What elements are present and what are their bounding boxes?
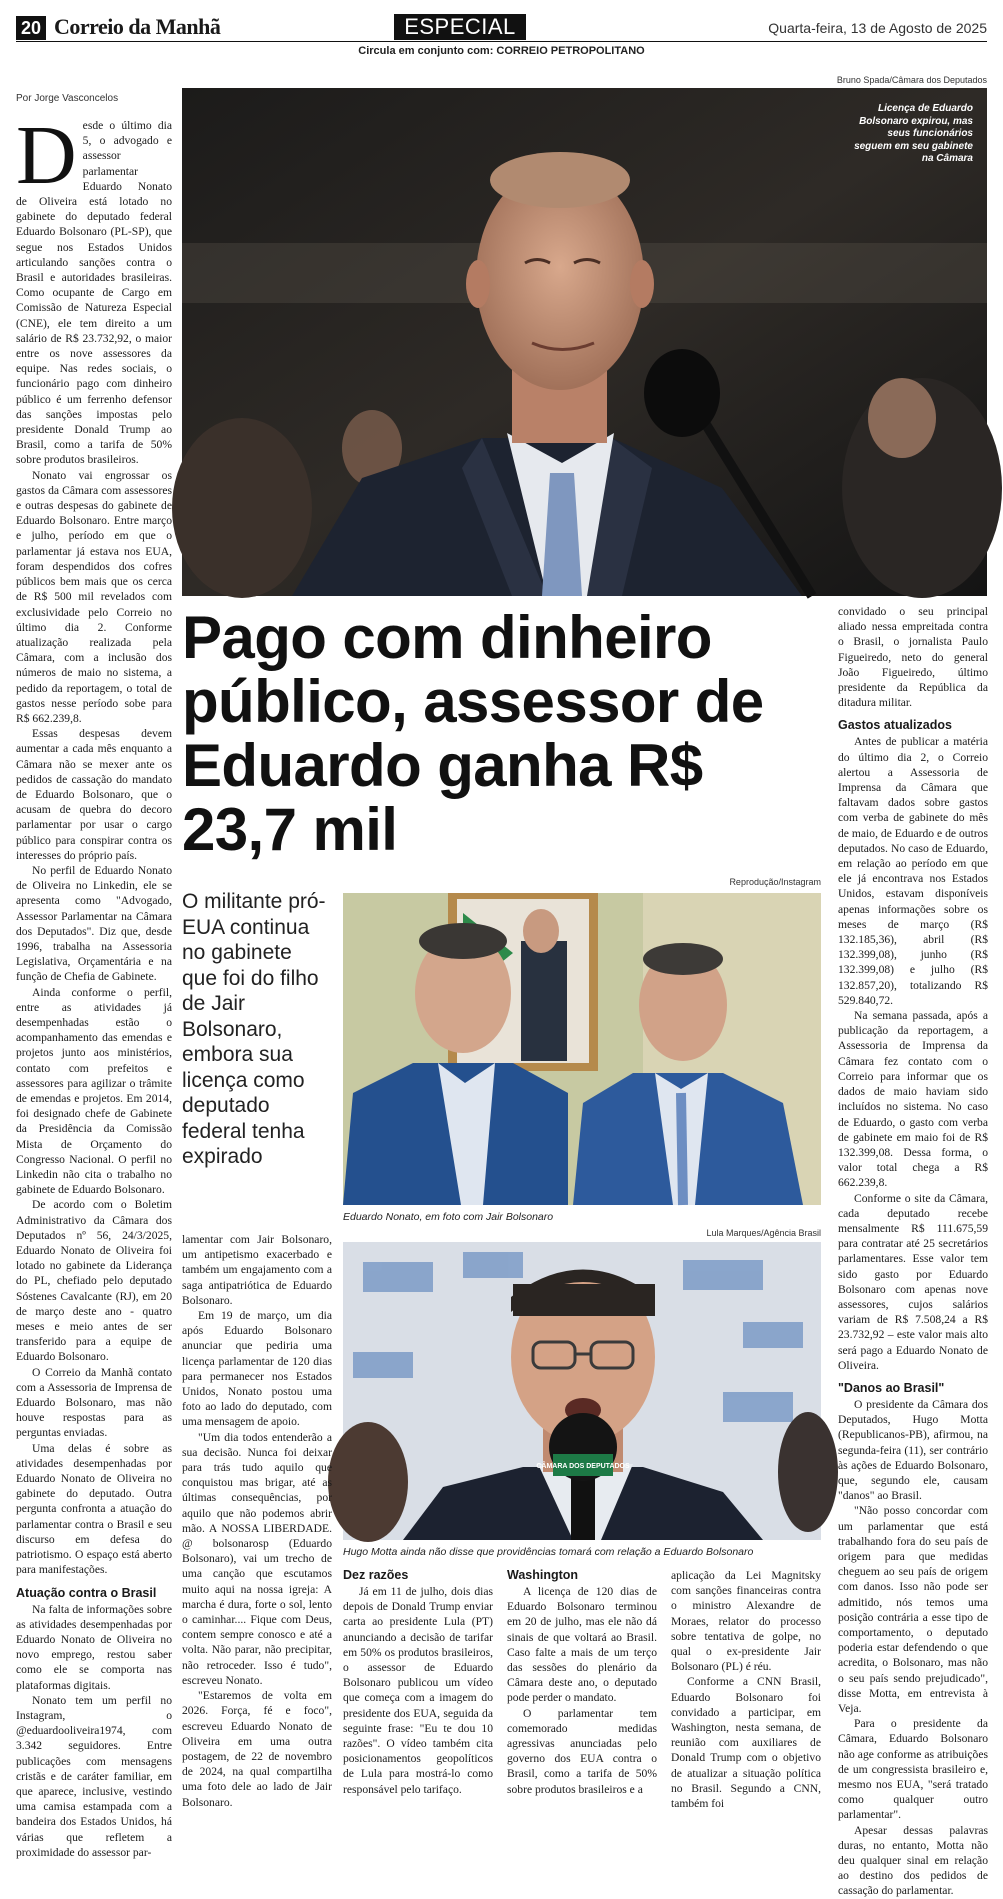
mid1-paragraph: lamentar com Jair Bolsonaro, um antipetismo exacerbado e também um engajamento com a saga antipatriótica de Eduardo Bolsonaro. bbox=[182, 1233, 332, 1307]
photo-main-credit: Bruno Spada/Câmara dos Deputados bbox=[836, 75, 987, 85]
right-paragraph: "Não posso concordar com um parlamentar que está trabalhando fora do seu país de origem para que medidas cheguem ao seu país de origem com danos. Isso não pode ser admitido, nós temos uma posição contrária a esse tipo de comportamento, o deputado poderia estar defendendo o que acredita, o Bolsonaro, mas não o seu país sendo prejudicado", disse Motta, em entrevista à Veja. bbox=[838, 1504, 988, 1716]
dropcap: D bbox=[16, 109, 77, 202]
mic-label: CÂMARA DOS DEPUTADOS bbox=[536, 1463, 630, 1470]
col1-paragraph: Nonato tem um perfil no Instagram, o @eduardooliveira1974, com 3.342 seguidores. Entre publicações com mensagens cristãs e de caráter familiar, em que aparece, inclusive, vestindo uma camisa estampada com a bandeira dos Estados Unidos, há várias que refletem a proximidade do assessor par- bbox=[16, 1693, 172, 1859]
col1-paragraph: No perfil de Eduardo Nonato de Oliveira no Linkedin, ele se apresenta como "Advogado, Assessor Parlamentar na Câmara dos Deputados". Diz que, desde 1996, trabalha na Assessoria Legislativa, Orçamentária e na função de Chefia de Gabinete. bbox=[16, 863, 172, 984]
photo-2-credit: Reprodução/Instagram bbox=[729, 877, 821, 887]
col1-paragraph: Ainda conforme o perfil, entre as atividades já desempenhadas estão o acompanhamento das emendas e projetos junto aos ministérios, contato com prefeitos e assessores para agilizar o trâmite de emendas e projetos. Em 2014, foi designado chefe de Gabinete da Presidência da Comissão Mista de Orçamento do Congresso Nacional. O perfil no Linkedin não cita o trabalho no gabinete de Eduardo Bolsonaro. bbox=[16, 985, 172, 1197]
right-paragraph: convidado o seu principal aliado nessa empreitada contra o Brasil, o jornalista Paulo Figueiredo, neto do general João Figueiredo, último presidente da República da ditadura militar. bbox=[838, 605, 988, 710]
right-paragraph: Antes de publicar a matéria do último dia 2, o Correio alertou a Assessoria de Imprensa da Câmara que faltavam dados sobre gastos com verba de gabinete do mês de maio, de Eduardo e de outros deputados. No caso de Eduardo, em relação ao período em que ele já encontrava nos Estados Unidos, estavam disponíveis apenas informações sobre os meses de março (R$ 132.185,36), abril (R$ 132.399,08), junho (R$ 132.399,08) e julho (R$ 132.857,20), totalizando R$ 529.840,72. bbox=[838, 735, 988, 1007]
mid1-paragraph: "Um dia todos entenderão a sua decisão. Nunca foi deixar para trás tudo aquilo que conquistou mas brigar, até as últimas consequências, por aquilo que não podemos abrir mão. A NOSSA LIBERDADE. @ bolsonarosp (Eduardo Bolsonaro), vai um trecho de uma canção que escutamos muito aqui na nossa igreja: A marcha é dura, forte o sol, lento o caminhar.... Fique com Deus, contem sempre conosco e até a volta. Não parar, não precipitar, não retroceder. Isso é tudo", escreveu Nonato. bbox=[182, 1430, 332, 1687]
bot4-paragraph: Conforme a CNN Brasil, Eduardo Bolsonaro foi convidado a participar, em Washington, nesta semana, de reunião com auxiliares de Donald Trump com o objetivo de atualizar a situação política no Brasil. Segundo a CNN, também foi bbox=[671, 1675, 821, 1811]
col1-paragraph: Essas despesas devem aumentar a cada mês enquanto a Câmara não se mexer ante os pedidos de cassação do mandato de Eduardo Bolsonaro, que o acusam de quebra do decoro parlamentar por usar o cargo público para conspirar contra os interesses do próprio país. bbox=[16, 727, 172, 862]
subhead-dez-razoes: Dez razões bbox=[343, 1568, 409, 1582]
subhead-washington: Washington bbox=[507, 1568, 579, 1582]
right-paragraph: Na semana passada, após a publicação da reportagem, a Assessoria de Imprensa da Câmara fez contato com o Correio para informar que os dados de maio haviam sido incluídos no sistema. No caso de Eduardo, o gasto com verba de gabinete em maio foi de R$ 132.399,08. Dessa forma, o valor total chega a R$ 662.239,8. bbox=[838, 1009, 988, 1190]
right-paragraph: Para o presidente da Câmara, Eduardo Bolsonaro não age conforme as atribuições de um congressista brasileiro e, mesmo nos EUA, "será tratado como qualquer outro parlamentar". bbox=[838, 1717, 988, 1822]
subhead-atuacao: Atuação contra o Brasil bbox=[16, 1585, 157, 1600]
issue-date: Quarta-feira, 13 de Agosto de 2025 bbox=[768, 20, 987, 36]
byline: Por Jorge Vasconcelos bbox=[16, 93, 119, 104]
photo-3-credit: Lula Marques/Agência Brasil bbox=[706, 1228, 821, 1238]
subhead-danos: "Danos ao Brasil" bbox=[838, 1380, 945, 1395]
photo-3-caption: Hugo Motta ainda não disse que providências tomará com relação a Eduardo Bolsonaro bbox=[343, 1546, 754, 1558]
col1-paragraph: Nonato vai engrossar os gastos da Câmara com assessores e outras despesas do gabinete de Eduardo Bolsonaro. Entre março e julho, período em que o parlamentar já estava nos EUA, foram despendidos dos cofres públicos bem mais que os cerca de R$ 500 mil revelados com exclusividade pelo Correio no último dia 2. Conforme atualização realizada pela Câmara, com a inclusão dos números de maio no sistema, a pedido da reportagem, o total de gastos nesse período sobe para R$ 662.239,8. bbox=[16, 468, 172, 725]
bot4-paragraph: aplicação da Lei Magnitsky com sanções financeiras contra o ministro Alexandre de Moraes, relator do processo sobre tentativa de golpe, no qual o ex-presidente Jair Bolsonaro (PL) é réu. bbox=[671, 1569, 821, 1674]
standfirst: O militante pró-EUA continua no gabinete que foi do filho de Jair Bolsonaro, embora sua licença como deputado federal tenha expirado bbox=[182, 890, 326, 1168]
mid1-paragraph: "Estaremos de volta em 2026. Força, fé e foco", escreveu Eduardo Nonato de Oliveira em uma outra postagem, de 22 de novembro de 2024, na qual compartilha uma foto dele ao lado de Jair Bolsonaro. bbox=[182, 1689, 332, 1809]
photo-3 bbox=[343, 1242, 821, 1540]
page-number: 20 bbox=[16, 16, 46, 40]
headline: Pago com dinheiro público, assessor de Eduardo ganha R$ 23,7 mil bbox=[182, 604, 764, 863]
subhead-gastos: Gastos atualizados bbox=[838, 718, 952, 733]
column-cnn bbox=[671, 1568, 821, 1811]
mid1-paragraph: Em 19 de março, um dia após Eduardo Bolsonaro anunciar que pediria uma licença parlamentar de 120 dias para permanecer nos Estados Unidos, Nonato postou uma foto ao lado do deputado, com uma mensagem de apoio. bbox=[182, 1309, 332, 1429]
section-label: ESPECIAL bbox=[394, 14, 526, 40]
col1-paragraph: Na falta de informações sobre as atividades desempenhadas por Eduardo Nonato de Oliveira no novo emprego, restou saber como ele se comporta nas plataformas digitais. bbox=[16, 1602, 172, 1692]
header-rule bbox=[16, 41, 987, 42]
col1-paragraph: De acordo com o Boletim Administrativo da Câmara dos Deputados nº 56, 24/3/2025, Eduardo Nonato de Oliveira foi lotado no gabinete da Liderança do PL, chefiado pelo deputado Sóstenes Cavalcante (RJ), em 20 de março deste ano - quatro meses e meio antes de ser transferido para a equipe de Eduardo Bolsonaro. bbox=[16, 1198, 172, 1364]
col1-paragraph: O Correio da Manhã contato com a Assessoria de Imprensa de Eduardo Bolsonaro, mas não houve respostas para as perguntas enviadas. bbox=[16, 1365, 172, 1440]
right-paragraph: Apesar dessas palavras duras, no entanto, Motta não deu qualquer sinal em relação ao destino dos pedidos de cassação do parlamentar. bbox=[838, 1823, 988, 1898]
bot3-paragraph: O parlamentar tem comemorado medidas agressivas anunciadas pelo governo dos EUA contra o Brasil, como a tarifa de 50% sobre produtos brasileiros e a bbox=[507, 1706, 657, 1796]
column-mid-1 bbox=[182, 1232, 332, 1810]
col1-paragraph: Uma delas é sobre as atividades desempenhadas por Eduardo Nonato de Oliveira no gabinete do deputado. Outra pergunta confronta a atuação do parlamentar contra o Brasil e seu discurso em defesa do patriotismo. O espaço está aberto para manifestações. bbox=[16, 1441, 172, 1577]
circulation-note: Circula em conjunto com: CORREIO PETROPOLITANO bbox=[358, 45, 645, 57]
right-paragraph: Conforme o site da Câmara, cada deputado recebe mensalmente R$ 111.675,59 para contratar até 25 secretários parlamentares. Esse valor tem sido gasto por Eduardo Bolsonaro com apenas nove assessores, cujos salários variam de R$ 7.508,24 a R$ 23.732,92 – este valor mais alto será pago a Eduardo Nonato de Oliveira. bbox=[838, 1191, 988, 1372]
newspaper-name: Correio da Manhã bbox=[54, 14, 221, 39]
bot3-paragraph: A licença de 120 dias de Eduardo Bolsonaro terminou em 20 de julho, mas ele não dá sinais de que voltará ao Brasil. Caso falte a mais de um terço das sessões do plenário da Câmara deste ano, o deputado pode perder o mandato. bbox=[507, 1585, 657, 1705]
right-paragraph: O presidente da Câmara dos Deputados, Hugo Motta (Republicanos-PB), afirmou, na segunda-feira (11), ser contrário às ações de Eduardo Bolsonaro, que, segundo ele, causam "danos" ao Brasil. bbox=[838, 1397, 988, 1503]
column-washington bbox=[507, 1568, 657, 1797]
photo-2-caption: Eduardo Nonato, em foto com Jair Bolsonaro bbox=[343, 1211, 554, 1223]
bot2-paragraph: Já em 11 de julho, dois dias depois de Donald Trump enviar carta ao presidente Lula (PT) anunciando a decisão de tarifar em 50% os produtos brasileiros, o assessor de Eduardo Bolsonaro publicou um vídeo que começa com a imagem do presidente dos EUA, seguida da seguinte frase: "Eu te dou 10 razões". O vídeo também cita posicionamentos geopolíticos de Lula para mostrá-lo como responsável pelo tarifaço. bbox=[343, 1585, 493, 1796]
photo-main-caption: Licença de Eduardo Bolsonaro expirou, mas seus funcionários seguem em seu gabinete na Câmara bbox=[854, 103, 973, 164]
column-right bbox=[838, 604, 988, 1899]
col1-paragraph: esde o último dia 5, o advogado e assessor parlamentar Eduardo Nonato de Oliveira está lotado no gabinete do deputado federal Eduardo Bolsonaro (PL-SP), que segue nos Estados Unidos articulando sanções contra o Brasil e autoridades brasileiras. Como ocupante de Cargo em Comissão de Natureza Especial (CNE), ele tem direito a um salário de R$ 23.732,92, o maior entre os nove assessores da equipe. Nas redes sociais, o funcionário pago com dinheiro público é um ferrenho defensor das sanções impostas pelo presidente Donald Trump ao Brasil, como a tarifa de 50% sobre produtos brasileiros. bbox=[16, 119, 172, 467]
column-left bbox=[16, 109, 172, 1860]
photo-2 bbox=[343, 893, 821, 1205]
column-dez-razoes bbox=[343, 1568, 493, 1797]
